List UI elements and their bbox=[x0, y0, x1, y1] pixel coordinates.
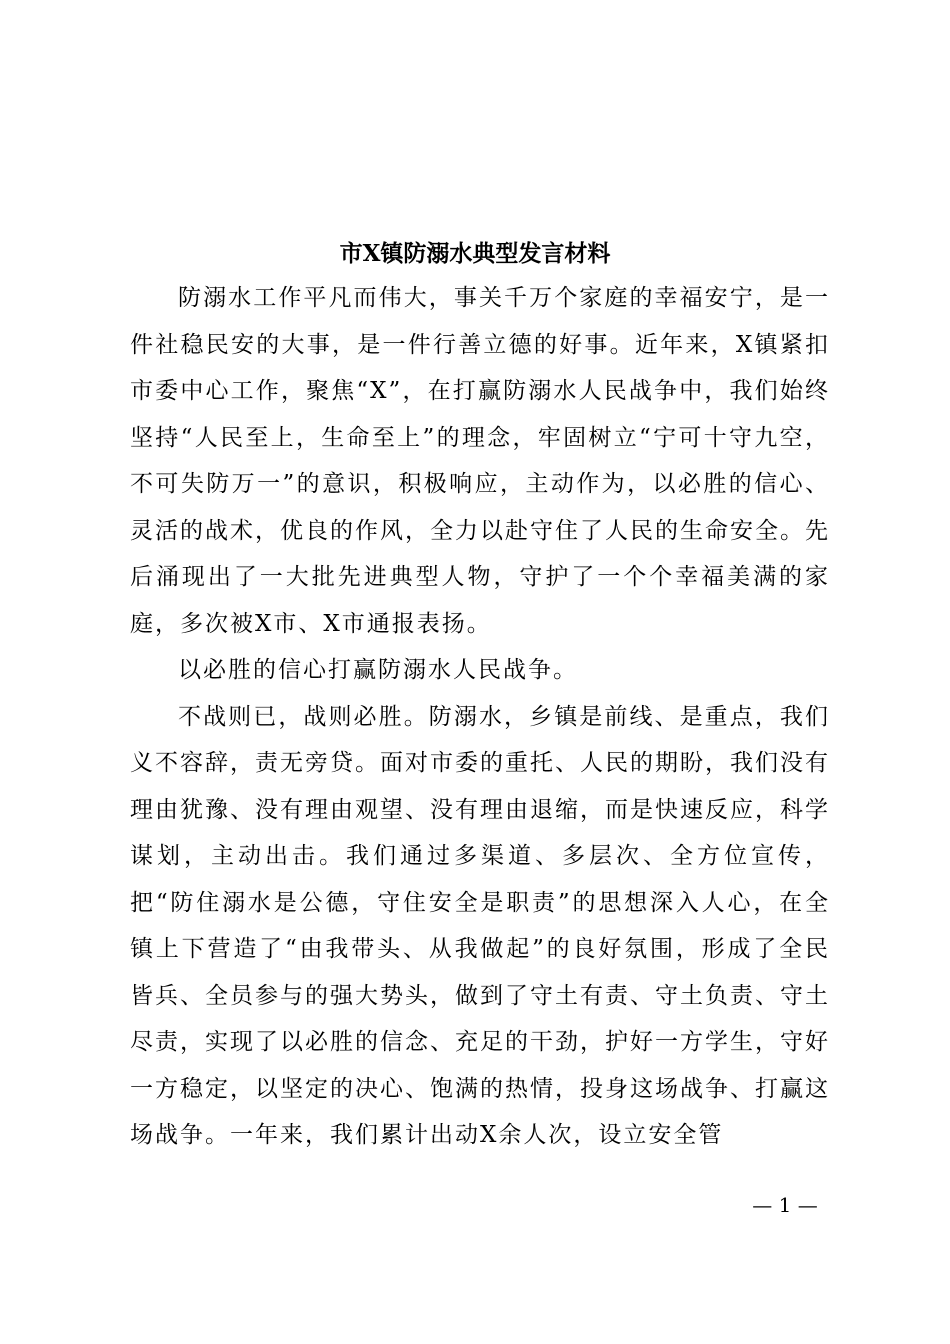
paragraph-intro: 防溺水工作平凡而伟大，事关千万个家庭的幸福安宁，是一件社稳民安的大事，是一件行善立德的好事。近年来，X镇紧扣市委中心工作，聚焦“X”，在打赢防溺水人民战争中，我们始终坚持“人民至上，生命至上”的理念，牢固树立“宁可十守九空，不可失防万一”的意识，积极响应，主动作为，以必胜的信心、灵活的战术，优良的作风，全力以赴守住了人民的生命安全。先后涌现出了一大批先进典型人物，守护了一个个幸福美满的家庭，多次被X市、X市通报表扬。 bbox=[130, 285, 830, 637]
document-body bbox=[130, 275, 830, 1159]
paragraph-main: 不战则已，战则必胜。防溺水，乡镇是前线、是重点，我们义不容辞，责无旁贷。面对市委的重托、人民的期盼，我们没有理由犹豫、没有理由观望、没有理由退缩，而是快速反应，科学谋划，主动出击。我们通过多渠道、多层次、全方位宣传，把“防住溺水是公德，守住安全是职责”的思想深入人心，在全镇上下营造了“由我带头、从我做起”的良好氛围，形成了全民皆兵、全员参与的强大势头，做到了守土有责、守土负责、守土尽责，实现了以必胜的信念、充足的干劲，护好一方学生，守好一方稳定，以坚定的决心、饱满的热情，投身这场战争、打赢这场战争。一年来，我们累计出动X余人次，设立安全管 bbox=[130, 703, 830, 1148]
page-number: — 1 — bbox=[752, 1193, 818, 1217]
document-title: 市X镇防溺水典型发言材料 bbox=[339, 240, 611, 267]
paragraph-section-heading: 以必胜的信心打赢防溺水人民战争。 bbox=[178, 657, 578, 683]
